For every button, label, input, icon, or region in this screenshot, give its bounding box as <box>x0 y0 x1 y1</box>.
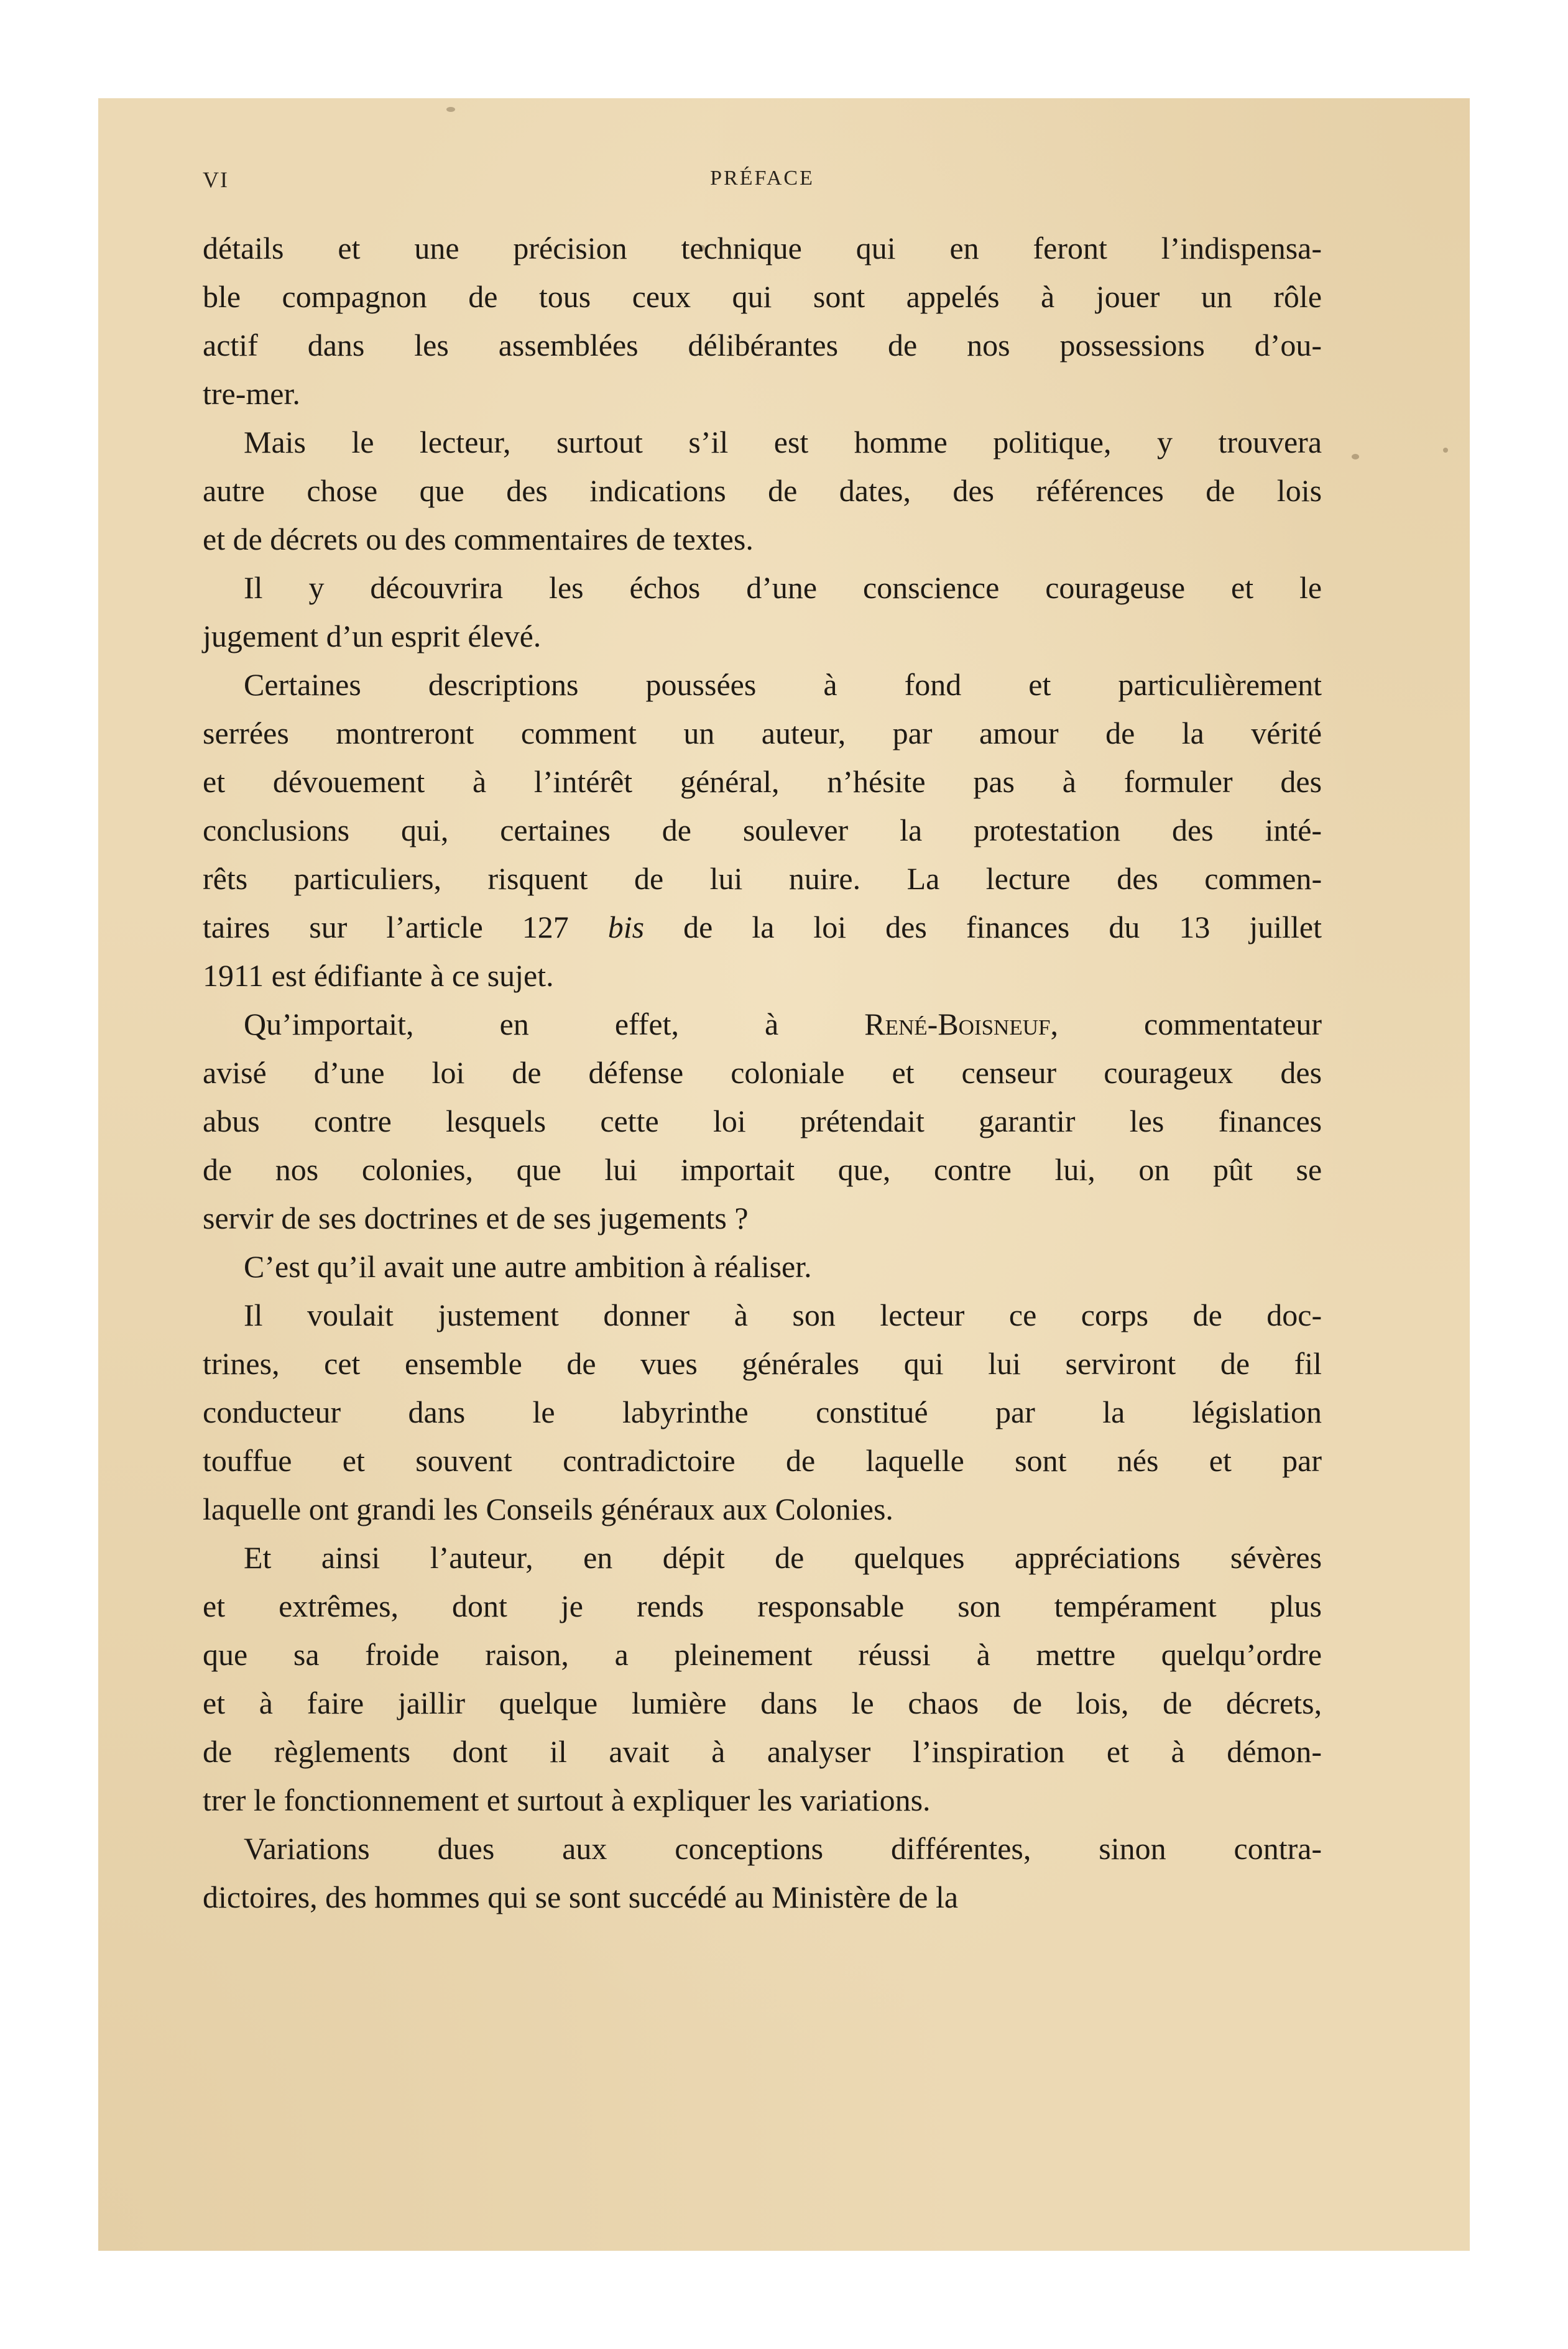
text-line: servir de ses doctrines et de ses jugements ? <box>203 1201 749 1235</box>
text-line: Et ainsi l’auteur, en dépit de quelques appréciations sévères <box>244 1540 1322 1575</box>
text-line: Qu’importait, en effet, à René-Boisneuf, commentateur <box>244 1007 1322 1041</box>
paragraph <box>203 660 1322 1000</box>
text-line: trines, cet ensemble de vues générales qui lui serviront de fil <box>203 1346 1322 1381</box>
text-body <box>203 224 1322 1921</box>
paragraph <box>203 563 1322 660</box>
text-line: 1911 est édifiante à ce sujet. <box>203 958 554 993</box>
paragraph <box>203 1824 1322 1921</box>
paragraph <box>203 1533 1322 1824</box>
text-line: Mais le lecteur, surtout s’il est homme politique, y trouvera <box>244 425 1322 459</box>
paper-speck <box>446 107 455 112</box>
paragraph <box>203 418 1322 563</box>
text-line: et à faire jaillir quelque lumière dans le chaos de lois, de décrets, <box>203 1686 1322 1720</box>
text-line: trer le fonctionnement et surtout à expliquer les variations. <box>203 1783 931 1817</box>
text-line: dictoires, des hommes qui se sont succédé au Ministère de la <box>203 1880 959 1914</box>
paper-speck <box>1352 454 1359 459</box>
paper-speck <box>1443 448 1448 453</box>
paragraph <box>203 1000 1322 1242</box>
text-line: serrées montreront comment un auteur, par amour de la vérité <box>203 716 1322 750</box>
text-line: conducteur dans le labyrinthe constitué par la législation <box>203 1395 1322 1429</box>
text-line: abus contre lesquels cette loi prétendait garantir les finances <box>203 1104 1322 1138</box>
text-line: conclusions qui, certaines de soulever la protestation des inté- <box>203 813 1322 847</box>
text-line: détails et une précision technique qui en feront l’indispensa- <box>203 231 1322 265</box>
paragraph <box>203 1291 1322 1533</box>
text-line: taires sur l’article 127 bis de la loi des finances du 13 juillet <box>203 910 1322 944</box>
text-line: ble compagnon de tous ceux qui sont appelés à jouer un rôle <box>203 279 1322 314</box>
text-line: rêts particuliers, risquent de lui nuire. La lecture des commen- <box>203 861 1322 896</box>
text-line: Il y découvrira les échos d’une conscience courageuse et le <box>244 570 1322 605</box>
text-line: et extrêmes, dont je rends responsable son tempérament plus <box>203 1589 1322 1623</box>
running-title: PRÉFACE <box>710 167 814 190</box>
text-line: tre-mer. <box>203 376 300 411</box>
text-line: touffue et souvent contradictoire de laquelle sont nés et par <box>203 1443 1322 1478</box>
text-line: actif dans les assemblées délibérantes de nos possessions d’ou- <box>203 328 1322 362</box>
text-line: avisé d’une loi de défense coloniale et censeur courageux des <box>203 1055 1322 1090</box>
text-line: que sa froide raison, a pleinement réussi à mettre quelqu’ordre <box>203 1637 1322 1672</box>
text-line: de règlements dont il avait à analyser l’inspiration et à démon- <box>203 1734 1322 1769</box>
text-line: et de décrets ou des commentaires de textes. <box>203 522 754 556</box>
page-number: VI <box>203 167 229 192</box>
text-line: C’est qu’il avait une autre ambition à réaliser. <box>244 1249 812 1284</box>
text-line: Variations dues aux conceptions différentes, sinon contra- <box>244 1831 1322 1866</box>
text-line: Il voulait justement donner à son lecteur ce corps de doc- <box>244 1298 1322 1332</box>
paragraph <box>203 1242 1322 1291</box>
text-line: de nos colonies, que lui importait que, contre lui, on pût se <box>203 1152 1322 1187</box>
text-line: jugement d’un esprit élevé. <box>203 619 542 653</box>
text-line: laquelle ont grandi les Conseils généraux aux Colonies. <box>203 1492 893 1526</box>
text-line: et dévouement à l’intérêt général, n’hésite pas à formuler des <box>203 764 1322 799</box>
paragraph <box>203 224 1322 418</box>
page-header <box>203 167 1322 204</box>
text-line: Certaines descriptions poussées à fond et particulièrement <box>244 667 1322 702</box>
text-line: autre chose que des indications de dates, des références de lois <box>203 473 1322 508</box>
